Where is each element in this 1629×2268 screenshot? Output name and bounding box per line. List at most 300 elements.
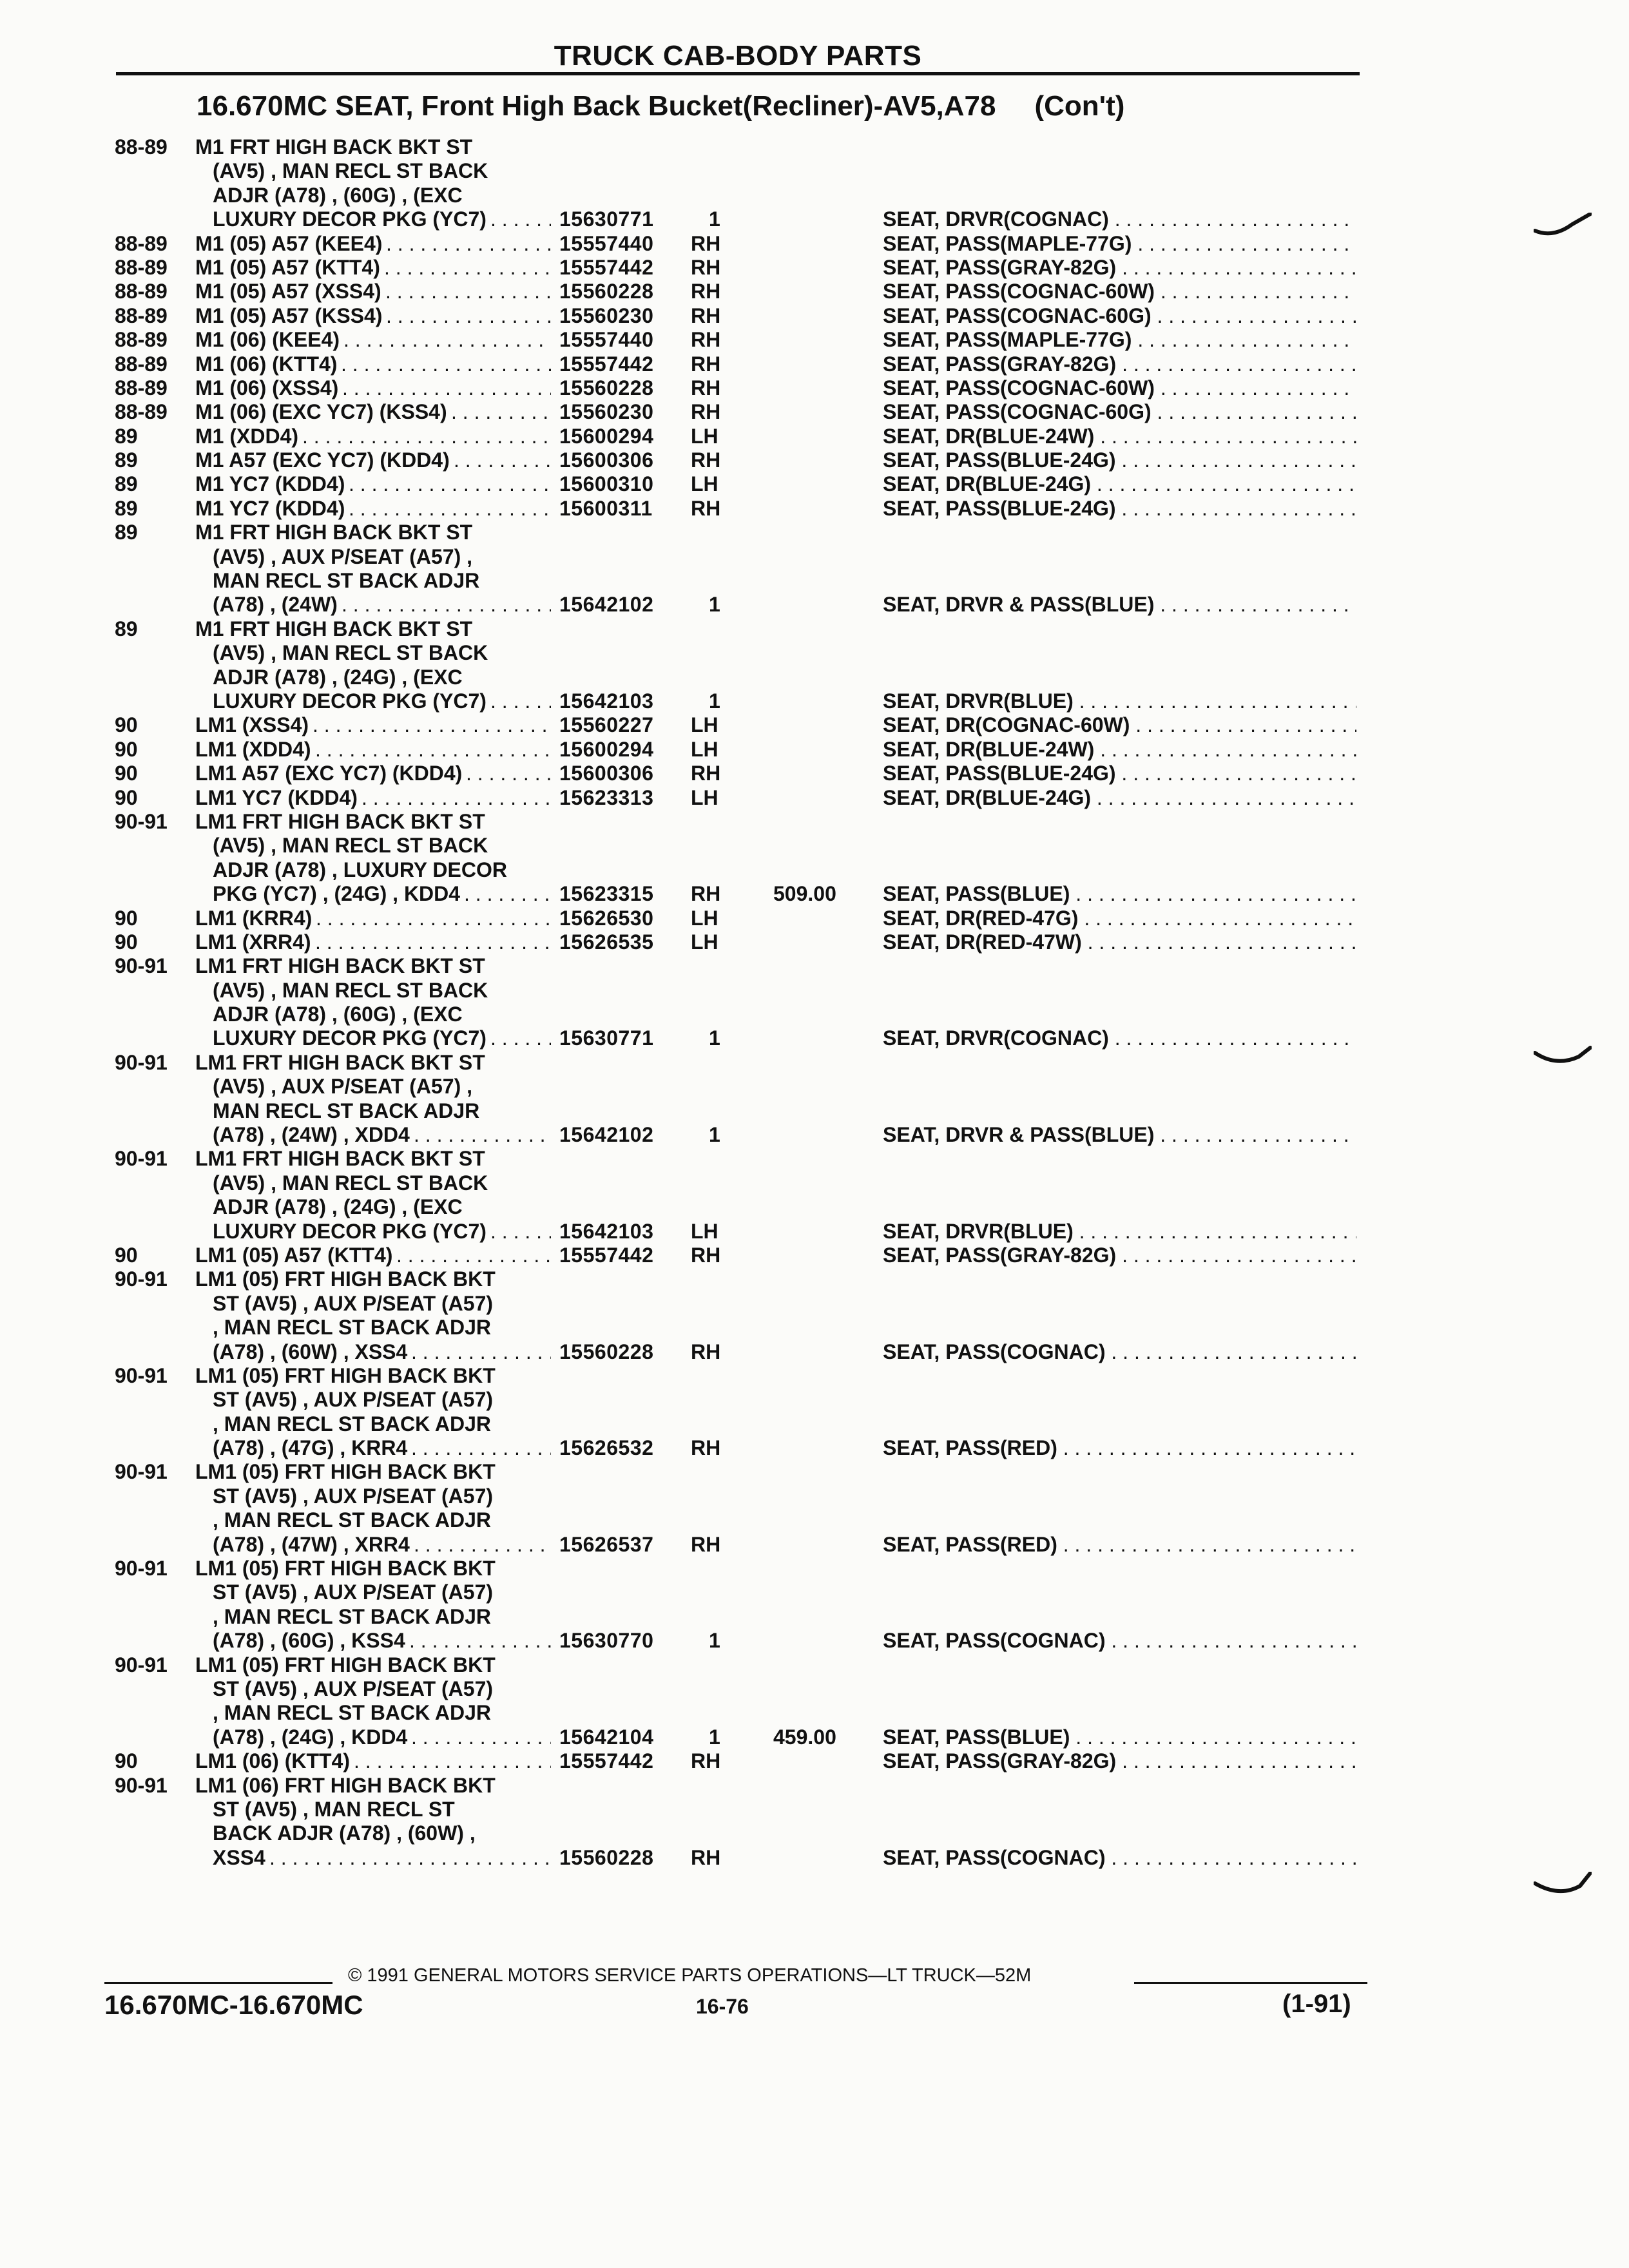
quantity-or-side: 1 bbox=[709, 593, 720, 617]
application-description: LM1 A57 (EXC YC7) (KDD4) bbox=[195, 762, 463, 785]
entry-line bbox=[0, 1244, 1629, 1267]
part-name: SEAT, DR(BLUE-24W) . . . bbox=[883, 425, 1356, 448]
leader-dots bbox=[342, 376, 551, 400]
entry-line bbox=[0, 1846, 1629, 1870]
part-number: 15560230 bbox=[559, 303, 654, 327]
entry-line bbox=[0, 1821, 1629, 1845]
leader-dots bbox=[411, 1725, 551, 1749]
entry-line bbox=[0, 1677, 1629, 1701]
quantity-or-side: LH bbox=[691, 737, 718, 761]
part-entry bbox=[0, 762, 1629, 785]
leader-dots bbox=[313, 713, 551, 737]
application-description: M1 (06) (XSS4) bbox=[195, 376, 339, 399]
quantity-or-side: RH bbox=[691, 280, 721, 303]
model-year: 90 bbox=[115, 737, 138, 761]
model-year: 90 bbox=[115, 1243, 138, 1267]
application-description: M1 FRT HIGH BACK BKT ST bbox=[195, 521, 473, 544]
part-name: SEAT, PASS(GRAY-82G) . . . bbox=[883, 1244, 1356, 1267]
application-description: LM1 (06) FRT HIGH BACK BKT bbox=[195, 1773, 496, 1797]
entry-line bbox=[0, 521, 1629, 544]
part-number: 15642103 bbox=[559, 689, 654, 713]
entry-line bbox=[0, 304, 1629, 328]
entry-line bbox=[0, 1508, 1629, 1532]
application-description: ST (AV5) , AUX P/SEAT (A57) bbox=[213, 1677, 494, 1700]
part-number: 15642102 bbox=[559, 593, 654, 617]
application-description: LM1 YC7 (KDD4) bbox=[195, 785, 358, 809]
model-year: 88-89 bbox=[115, 328, 168, 352]
part-name: SEAT, DR(BLUE-24G) . . . bbox=[883, 472, 1356, 496]
application-description: LM1 FRT HIGH BACK BKT ST bbox=[195, 954, 485, 978]
part-number: 15626535 bbox=[559, 930, 654, 954]
application-description: LM1 FRT HIGH BACK BKT ST bbox=[195, 809, 485, 833]
quantity-or-side: RH bbox=[691, 303, 721, 327]
leader-dots bbox=[490, 689, 551, 713]
application-description: LUXURY DECOR PKG (YC7) bbox=[213, 207, 487, 231]
part-entry bbox=[0, 448, 1629, 472]
application-description: (A78) , (60W) , XSS4 bbox=[213, 1340, 408, 1363]
leader-dots bbox=[396, 1244, 551, 1267]
page-header-title: TRUCK CAB-BODY PARTS bbox=[554, 40, 922, 72]
entry-line bbox=[0, 280, 1629, 303]
part-entry bbox=[0, 521, 1629, 617]
application-description: (A78) , (60G) , KSS4 bbox=[213, 1629, 405, 1653]
part-number: 15630770 bbox=[559, 1629, 654, 1653]
entry-line bbox=[0, 979, 1629, 1003]
part-name: SEAT, DRVR(BLUE) . . . bbox=[883, 689, 1356, 713]
part-entry bbox=[0, 400, 1629, 424]
revision-date: (1-91) bbox=[1282, 1990, 1351, 2018]
leader-dots bbox=[349, 472, 551, 496]
application-description: ADJR (A78) , (60G) , (EXC bbox=[213, 1003, 463, 1026]
part-name: SEAT, PASS(RED) . . . bbox=[883, 1436, 1356, 1460]
entry-line bbox=[0, 858, 1629, 882]
quantity-or-side: 1 bbox=[709, 1123, 720, 1147]
entry-line bbox=[0, 352, 1629, 376]
header-rule bbox=[116, 72, 1360, 75]
quantity-or-side: RH bbox=[691, 231, 721, 255]
part-number: 15600294 bbox=[559, 737, 654, 761]
model-year: 89 bbox=[115, 472, 138, 496]
application-description: (AV5) , MAN RECL ST BACK bbox=[213, 978, 488, 1002]
part-entry bbox=[0, 328, 1629, 352]
entry-line bbox=[0, 207, 1629, 231]
quantity-or-side: 1 bbox=[709, 1629, 720, 1653]
entry-line bbox=[0, 1340, 1629, 1364]
entry-line bbox=[0, 1388, 1629, 1412]
part-entry bbox=[0, 304, 1629, 328]
application-description: (A78) , (47G) , KRR4 bbox=[213, 1436, 408, 1460]
leader-dots bbox=[411, 1340, 551, 1364]
part-entry bbox=[0, 135, 1629, 232]
entry-line bbox=[0, 907, 1629, 930]
part-entry bbox=[0, 497, 1629, 521]
application-description: LUXURY DECOR PKG (YC7) bbox=[213, 689, 487, 713]
part-number: 15600306 bbox=[559, 448, 654, 472]
entry-line bbox=[0, 810, 1629, 834]
part-number: 15560228 bbox=[559, 1845, 654, 1869]
part-entry bbox=[0, 1147, 1629, 1244]
entry-line bbox=[0, 472, 1629, 496]
part-name: SEAT, DR(BLUE-24G) . . . bbox=[883, 786, 1356, 810]
entry-line bbox=[0, 834, 1629, 858]
part-entry bbox=[0, 1774, 1629, 1870]
model-year: 90-91 bbox=[115, 1363, 168, 1387]
part-number: 15626537 bbox=[559, 1532, 654, 1556]
quantity-or-side: 1 bbox=[709, 1725, 720, 1749]
entry-line bbox=[0, 738, 1629, 762]
part-name: SEAT, PASS(BLUE) . . . bbox=[883, 882, 1356, 906]
quantity-or-side: RH bbox=[691, 255, 721, 279]
part-entry bbox=[0, 1749, 1629, 1773]
application-description: M1 YC7 (KDD4) bbox=[195, 472, 345, 496]
leader-dots bbox=[386, 304, 551, 328]
quantity-or-side: RH bbox=[691, 328, 721, 352]
application-description: MAN RECL ST BACK ADJR bbox=[213, 569, 480, 593]
application-description: (AV5) , MAN RECL ST BACK bbox=[213, 159, 488, 183]
application-description: ST (AV5) , AUX P/SEAT (A57) bbox=[213, 1291, 494, 1315]
part-entry bbox=[0, 1460, 1629, 1557]
application-description: LM1 (05) FRT HIGH BACK BKT bbox=[195, 1267, 496, 1291]
part-name: SEAT, DRVR & PASS(BLUE) . . . bbox=[883, 1123, 1356, 1147]
part-number: 15557442 bbox=[559, 1243, 654, 1267]
part-entry bbox=[0, 930, 1629, 954]
application-description: ST (AV5) , AUX P/SEAT (A57) bbox=[213, 1581, 494, 1604]
part-entry bbox=[0, 1267, 1629, 1364]
part-name: SEAT, PASS(GRAY-82G) . . . bbox=[883, 256, 1356, 280]
entry-line bbox=[0, 497, 1629, 521]
model-year: 89 bbox=[115, 424, 138, 448]
model-year: 90-91 bbox=[115, 1653, 168, 1677]
quantity-or-side: LH bbox=[691, 713, 718, 737]
application-description: M1 A57 (EXC YC7) (KDD4) bbox=[195, 448, 450, 472]
quantity-or-side: RH bbox=[691, 400, 721, 424]
section-heading bbox=[197, 90, 1124, 122]
part-name: SEAT, PASS(COGNAC-60W) . . . bbox=[883, 280, 1356, 303]
application-description: LUXURY DECOR PKG (YC7) bbox=[213, 1026, 487, 1050]
part-number: 15560228 bbox=[559, 376, 654, 399]
part-number: 15623315 bbox=[559, 882, 654, 906]
entry-line bbox=[0, 1292, 1629, 1316]
part-name: SEAT, PASS(MAPLE-77G) . . . bbox=[883, 328, 1356, 352]
leader-dots bbox=[315, 738, 551, 762]
leader-dots bbox=[414, 1533, 551, 1557]
entry-line bbox=[0, 882, 1629, 906]
model-year: 88-89 bbox=[115, 135, 168, 159]
leader-dots bbox=[414, 1123, 551, 1147]
part-number: 15557440 bbox=[559, 231, 654, 255]
leader-dots bbox=[466, 762, 551, 785]
application-description: M1 (XDD4) bbox=[195, 424, 299, 448]
model-year: 90 bbox=[115, 930, 138, 954]
part-number: 15560228 bbox=[559, 1340, 654, 1363]
application-description: LM1 (05) FRT HIGH BACK BKT bbox=[195, 1363, 496, 1387]
quantity-or-side: LH bbox=[691, 424, 718, 448]
part-name: SEAT, DR(BLUE-24W) . . . bbox=[883, 738, 1356, 762]
application-description: LM1 (KRR4) bbox=[195, 906, 313, 930]
leader-dots bbox=[302, 425, 551, 448]
model-year: 88-89 bbox=[115, 400, 168, 424]
quantity-or-side: RH bbox=[691, 762, 721, 785]
entry-line bbox=[0, 1485, 1629, 1508]
entry-line bbox=[0, 954, 1629, 978]
part-name: SEAT, DRVR(COGNAC) . . . bbox=[883, 1026, 1356, 1050]
part-number: 15600310 bbox=[559, 472, 654, 496]
entry-line bbox=[0, 1533, 1629, 1557]
part-number: 15630771 bbox=[559, 1026, 654, 1050]
part-number: 15626532 bbox=[559, 1436, 654, 1460]
application-description: (A78) , (47W) , XRR4 bbox=[213, 1532, 410, 1556]
part-name: SEAT, PASS(COGNAC-60W) . . . bbox=[883, 376, 1356, 400]
model-year: 88-89 bbox=[115, 303, 168, 327]
leader-dots bbox=[490, 1026, 551, 1050]
quantity-or-side: RH bbox=[691, 496, 721, 520]
entry-line bbox=[0, 1051, 1629, 1075]
entry-line bbox=[0, 425, 1629, 448]
part-number: 15557440 bbox=[559, 328, 654, 352]
entry-line bbox=[0, 641, 1629, 665]
part-name: SEAT, PASS(COGNAC) . . . bbox=[883, 1340, 1356, 1364]
application-description: (AV5) , MAN RECL ST BACK bbox=[213, 834, 488, 858]
quantity-or-side: RH bbox=[691, 376, 721, 399]
entry-line bbox=[0, 1653, 1629, 1677]
entry-line bbox=[0, 1075, 1629, 1099]
entry-line bbox=[0, 1316, 1629, 1340]
entry-line bbox=[0, 1460, 1629, 1484]
part-entry bbox=[0, 1051, 1629, 1148]
application-description: , MAN RECL ST BACK ADJR bbox=[213, 1701, 492, 1725]
entry-line bbox=[0, 232, 1629, 256]
copyright-notice: © 1991 GENERAL MOTORS SERVICE PARTS OPERATIONS—LT TRUCK—52M bbox=[348, 1965, 1032, 1986]
part-entry bbox=[0, 256, 1629, 280]
model-year: 90 bbox=[115, 906, 138, 930]
quantity-or-side: 1 bbox=[709, 1026, 720, 1050]
application-description: (A78) , (24W) bbox=[213, 593, 338, 617]
leader-dots bbox=[385, 280, 551, 303]
entry-line bbox=[0, 400, 1629, 424]
part-entry bbox=[0, 1364, 1629, 1461]
entry-line bbox=[0, 762, 1629, 785]
application-description: (AV5) , AUX P/SEAT (A57) , bbox=[213, 544, 473, 568]
application-description: ADJR (A78) , (24G) , (EXC bbox=[213, 665, 463, 689]
application-description: LM1 (XRR4) bbox=[195, 930, 311, 954]
entry-line bbox=[0, 1725, 1629, 1749]
part-name: SEAT, PASS(COGNAC) . . . bbox=[883, 1629, 1356, 1653]
entry-line bbox=[0, 1629, 1629, 1653]
part-entry bbox=[0, 1557, 1629, 1653]
entry-line bbox=[0, 256, 1629, 280]
entry-line bbox=[0, 1749, 1629, 1773]
part-number: 15642104 bbox=[559, 1725, 654, 1749]
entry-line bbox=[0, 569, 1629, 593]
model-year: 89 bbox=[115, 617, 138, 640]
application-description: LUXURY DECOR PKG (YC7) bbox=[213, 1219, 487, 1243]
part-entry bbox=[0, 376, 1629, 400]
part-entry bbox=[0, 425, 1629, 448]
entry-line bbox=[0, 666, 1629, 689]
entry-line bbox=[0, 159, 1629, 183]
entry-line bbox=[0, 1412, 1629, 1436]
part-entry bbox=[0, 713, 1629, 737]
entry-line bbox=[0, 786, 1629, 810]
application-description: ADJR (A78) , (24G) , (EXC bbox=[213, 1195, 463, 1219]
quantity-or-side: RH bbox=[691, 1436, 721, 1460]
part-number: 15600306 bbox=[559, 762, 654, 785]
part-number: 15560227 bbox=[559, 713, 654, 737]
model-year: 90-91 bbox=[115, 1460, 168, 1484]
application-description: M1 (05) A57 (KTT4) bbox=[195, 255, 380, 279]
part-name: SEAT, DR(RED-47G) . . . bbox=[883, 907, 1356, 930]
entry-line bbox=[0, 545, 1629, 569]
part-entry bbox=[0, 810, 1629, 907]
part-entry bbox=[0, 280, 1629, 303]
part-entry bbox=[0, 352, 1629, 376]
model-year: 90-91 bbox=[115, 809, 168, 833]
application-description: (A78) , (24G) , KDD4 bbox=[213, 1725, 408, 1749]
model-year: 90 bbox=[115, 713, 138, 737]
application-description: M1 FRT HIGH BACK BKT ST bbox=[195, 135, 473, 159]
application-description: PKG (YC7) , (24G) , KDD4 bbox=[213, 882, 461, 906]
model-year: 90 bbox=[115, 1749, 138, 1773]
part-name: SEAT, PASS(BLUE-24G) . . . bbox=[883, 762, 1356, 785]
leader-dots bbox=[361, 786, 551, 810]
leader-dots bbox=[409, 1629, 551, 1653]
entry-line bbox=[0, 1171, 1629, 1195]
model-year: 90 bbox=[115, 785, 138, 809]
application-description: LM1 FRT HIGH BACK BKT ST bbox=[195, 1050, 485, 1074]
model-year: 89 bbox=[115, 521, 138, 544]
section-title: 16.670MC SEAT, Front High Back Bucket(Recliner)-AV5,A78 bbox=[197, 90, 996, 122]
part-name: SEAT, PASS(COGNAC-60G) . . . bbox=[883, 400, 1356, 424]
check-mark-icon bbox=[1534, 213, 1592, 238]
part-name: SEAT, PASS(MAPLE-77G) . . . bbox=[883, 232, 1356, 256]
entry-line bbox=[0, 713, 1629, 737]
application-description: M1 (06) (EXC YC7) (KSS4) bbox=[195, 400, 447, 424]
part-name: SEAT, PASS(RED) . . . bbox=[883, 1533, 1356, 1557]
entry-line bbox=[0, 1026, 1629, 1050]
model-year: 90 bbox=[115, 762, 138, 785]
application-description: LM1 (05) FRT HIGH BACK BKT bbox=[195, 1460, 496, 1484]
application-description: (A78) , (24W) , XDD4 bbox=[213, 1123, 410, 1147]
model-year: 88-89 bbox=[115, 255, 168, 279]
entry-line bbox=[0, 1774, 1629, 1798]
part-name: SEAT, PASS(BLUE-24G) . . . bbox=[883, 448, 1356, 472]
application-description: M1 (05) A57 (XSS4) bbox=[195, 280, 381, 303]
quantity-or-side: LH bbox=[691, 1219, 718, 1243]
quantity-or-side: LH bbox=[691, 785, 718, 809]
application-description: (AV5) , MAN RECL ST BACK bbox=[213, 1171, 488, 1195]
application-description: LM1 (XDD4) bbox=[195, 737, 311, 761]
leader-dots bbox=[384, 256, 551, 280]
entry-line bbox=[0, 1123, 1629, 1147]
model-year: 89 bbox=[115, 496, 138, 520]
part-name: SEAT, DR(RED-47W) . . . bbox=[883, 930, 1356, 954]
part-number: 15623313 bbox=[559, 785, 654, 809]
entry-line bbox=[0, 1701, 1629, 1725]
footer-section-range: 16.670MC-16.670MC bbox=[104, 1990, 363, 2020]
part-name: SEAT, PASS(BLUE-24G) . . . bbox=[883, 497, 1356, 521]
leader-dots bbox=[411, 1436, 551, 1460]
part-entry bbox=[0, 1244, 1629, 1267]
application-description: M1 YC7 (KDD4) bbox=[195, 496, 345, 520]
part-number: 15560228 bbox=[559, 280, 654, 303]
entry-line bbox=[0, 1267, 1629, 1291]
part-entry bbox=[0, 472, 1629, 496]
part-entry bbox=[0, 232, 1629, 256]
application-description: ST (AV5) , AUX P/SEAT (A57) bbox=[213, 1484, 494, 1508]
parts-list bbox=[0, 135, 1629, 1870]
part-name: SEAT, DRVR & PASS(BLUE) . . . bbox=[883, 593, 1356, 617]
part-entry bbox=[0, 738, 1629, 762]
part-entry bbox=[0, 786, 1629, 810]
quantity-or-side: RH bbox=[691, 448, 721, 472]
application-description: , MAN RECL ST BACK ADJR bbox=[213, 1508, 492, 1532]
leader-dots bbox=[315, 930, 551, 954]
leader-dots bbox=[490, 1220, 551, 1244]
part-entry bbox=[0, 907, 1629, 930]
application-description: M1 (06) (KTT4) bbox=[195, 352, 338, 376]
entry-line bbox=[0, 1798, 1629, 1821]
check-mark-icon bbox=[1534, 1872, 1592, 1898]
model-year: 88-89 bbox=[115, 376, 168, 399]
leader-dots bbox=[343, 328, 551, 352]
entry-line bbox=[0, 1605, 1629, 1629]
part-name: SEAT, DRVR(COGNAC) . . . bbox=[883, 207, 1356, 231]
application-description: MAN RECL ST BACK ADJR bbox=[213, 1099, 480, 1122]
entry-line bbox=[0, 1147, 1629, 1171]
part-name: SEAT, PASS(COGNAC-60G) . . . bbox=[883, 304, 1356, 328]
model-year: 88-89 bbox=[115, 280, 168, 303]
leader-dots bbox=[386, 232, 551, 256]
part-number: 15642103 bbox=[559, 1219, 654, 1243]
page-number: 16-76 bbox=[696, 1995, 749, 2018]
quantity-or-side: RH bbox=[691, 1532, 721, 1556]
application-description: LM1 FRT HIGH BACK BKT ST bbox=[195, 1147, 485, 1171]
application-description: BACK ADJR (A78) , (60W) , bbox=[213, 1821, 476, 1845]
part-number: 15557442 bbox=[559, 1749, 654, 1773]
model-year: 88-89 bbox=[115, 352, 168, 376]
part-number: 15557442 bbox=[559, 352, 654, 376]
part-name: SEAT, DR(COGNAC-60W) . . . bbox=[883, 713, 1356, 737]
application-description: (AV5) , MAN RECL ST BACK bbox=[213, 641, 488, 665]
entry-line bbox=[0, 1364, 1629, 1388]
entry-line bbox=[0, 930, 1629, 954]
quantity-or-side: RH bbox=[691, 1749, 721, 1773]
leader-dots bbox=[454, 448, 551, 472]
leader-dots bbox=[316, 907, 551, 930]
part-name: SEAT, PASS(GRAY-82G) . . . bbox=[883, 1749, 1356, 1773]
quantity-or-side: LH bbox=[691, 472, 718, 496]
application-description: XSS4 bbox=[213, 1845, 265, 1869]
application-description: , MAN RECL ST BACK ADJR bbox=[213, 1604, 492, 1628]
quantity-or-side: RH bbox=[691, 882, 721, 906]
entry-line bbox=[0, 328, 1629, 352]
leader-dots bbox=[342, 593, 551, 617]
application-description: LM1 (05) FRT HIGH BACK BKT bbox=[195, 1653, 496, 1677]
application-description: ST (AV5) , MAN RECL ST bbox=[213, 1797, 455, 1821]
model-year: 90-91 bbox=[115, 1147, 168, 1171]
model-year: 90-91 bbox=[115, 1773, 168, 1797]
application-description: LM1 (05) FRT HIGH BACK BKT bbox=[195, 1557, 496, 1581]
part-entry bbox=[0, 617, 1629, 714]
entry-line bbox=[0, 1195, 1629, 1219]
model-year: 90-91 bbox=[115, 1267, 168, 1291]
continued-label: (Con't) bbox=[1034, 90, 1125, 122]
application-description: LM1 (XSS4) bbox=[195, 713, 309, 737]
leader-dots bbox=[269, 1846, 551, 1870]
application-description: M1 (06) (KEE4) bbox=[195, 328, 340, 352]
application-description: ST (AV5) , AUX P/SEAT (A57) bbox=[213, 1388, 494, 1412]
part-name: SEAT, PASS(GRAY-82G) . . . bbox=[883, 352, 1356, 376]
